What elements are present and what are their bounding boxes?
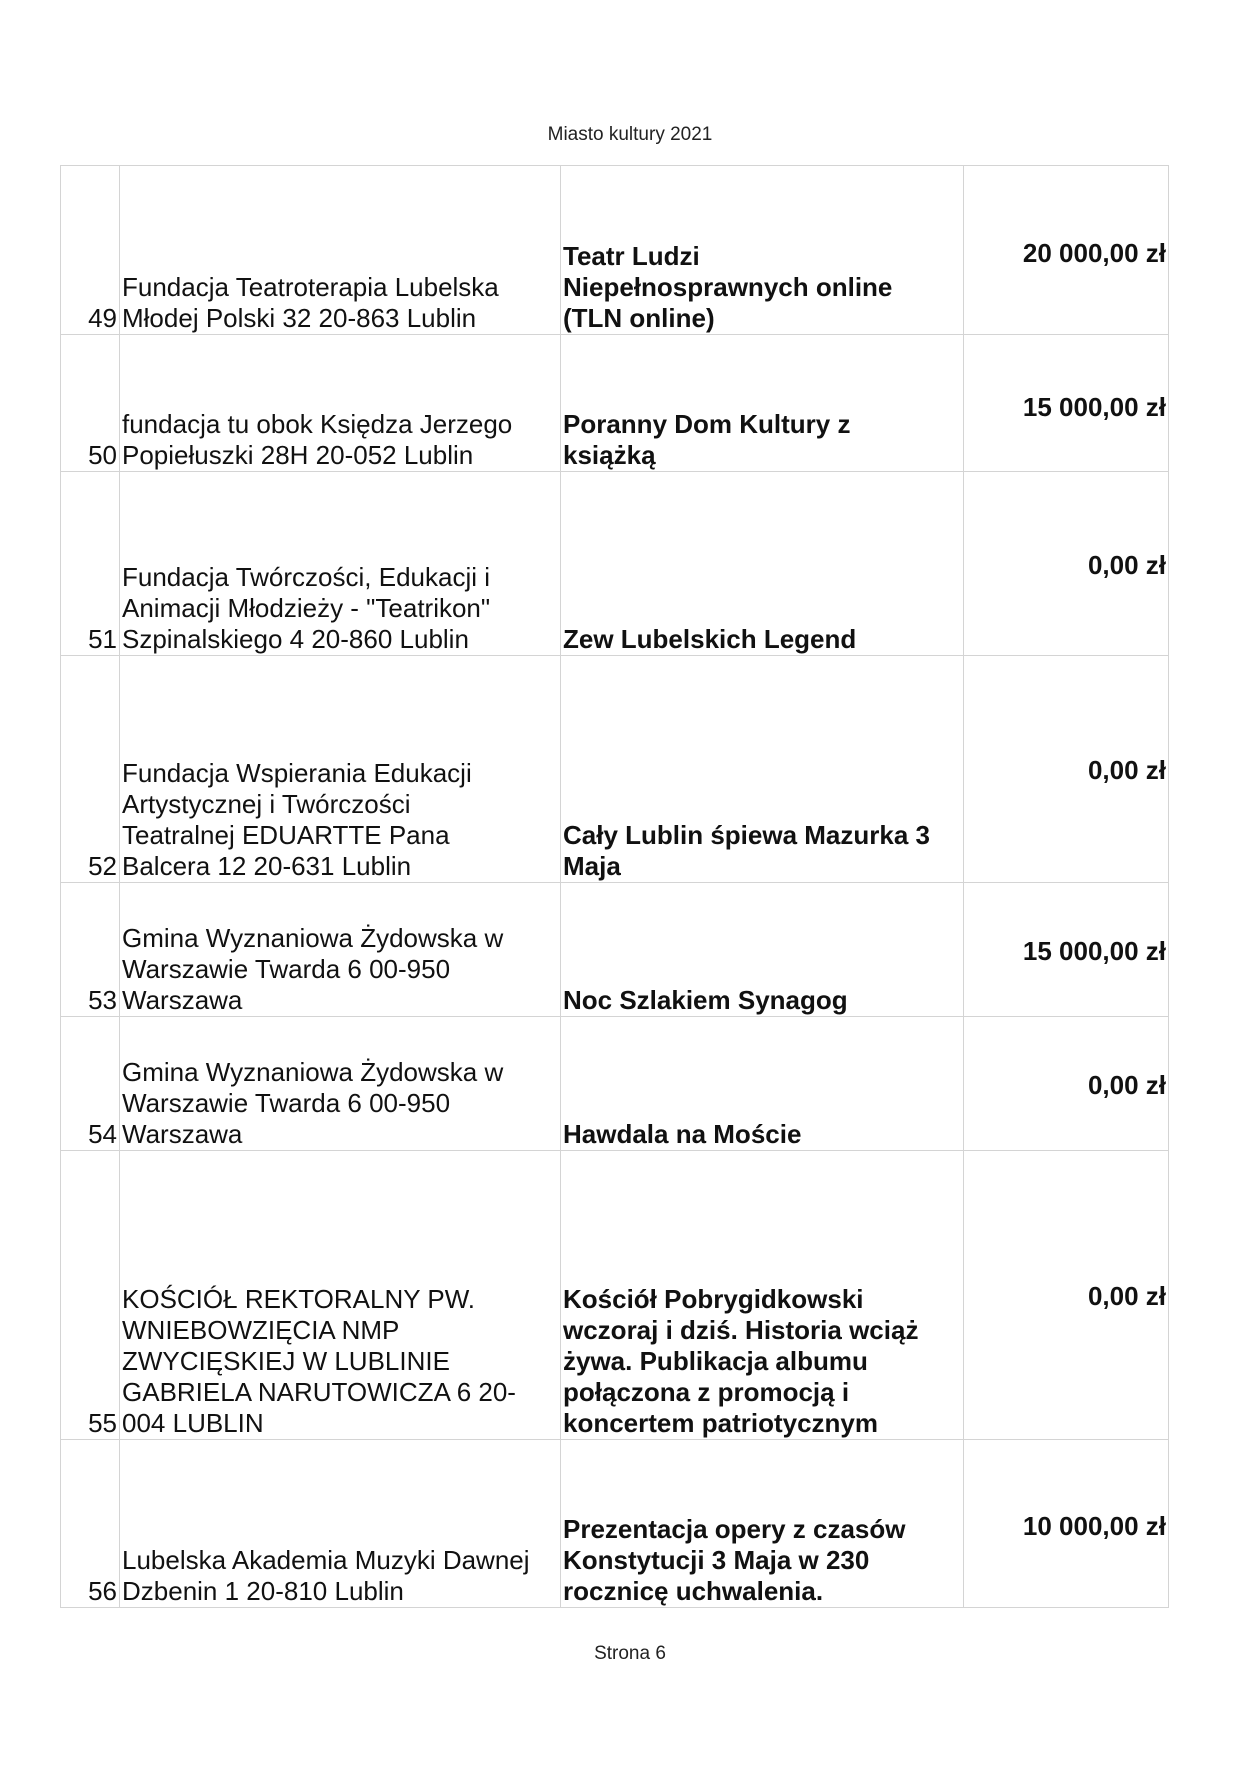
row-number: 49 <box>61 166 120 335</box>
amount-cell: 0,00 zł <box>964 1017 1169 1151</box>
project-cell: Cały Lublin śpiewa Mazurka 3 Maja <box>561 656 964 883</box>
amount-cell: 15 000,00 zł <box>964 883 1169 1017</box>
table-row <box>61 1440 1169 1608</box>
organization-cell: Lubelska Akademia Muzyki Dawnej Dzbenin 1 20-810 Lublin <box>120 1440 561 1608</box>
row-number: 52 <box>61 656 120 883</box>
row-number: 55 <box>61 1151 120 1440</box>
amount-cell: 10 000,00 zł <box>964 1440 1169 1608</box>
amount-cell: 0,00 zł <box>964 472 1169 656</box>
organization-cell: Fundacja Twórczości, Edukacji i Animacji Młodzieży - "Teatrikon" Szpinalskiego 4 20-860 Lublin <box>120 472 561 656</box>
project-cell: Zew Lubelskich Legend <box>561 472 964 656</box>
row-number: 56 <box>61 1440 120 1608</box>
project-cell: Noc Szlakiem Synagog <box>561 883 964 1017</box>
amount-cell: 15 000,00 zł <box>964 335 1169 472</box>
table-row <box>61 166 1169 335</box>
page-header: Miasto kultury 2021 <box>547 124 713 145</box>
row-number: 53 <box>61 883 120 1017</box>
page-footer: Strona 6 <box>594 1643 666 1664</box>
organization-cell: fundacja tu obok Księdza Jerzego Popiełuszki 28H 20-052 Lublin <box>120 335 561 472</box>
organization-cell: Fundacja Teatroterapia Lubelska Młodej Polski 32 20-863 Lublin <box>120 166 561 335</box>
project-cell: Poranny Dom Kultury z książką <box>561 335 964 472</box>
grants-table <box>60 165 1169 1608</box>
row-number: 50 <box>61 335 120 472</box>
table-row <box>61 1017 1169 1151</box>
row-number: 51 <box>61 472 120 656</box>
organization-cell: Fundacja Wspierania Edukacji Artystycznej i Twórczości Teatralnej EDUARTTE Pana Balcera 12 20-631 Lublin <box>120 656 561 883</box>
project-cell: Kościół Pobrygidkowski wczoraj i dziś. Historia wciąż żywa. Publikacja albumu połączona z promocją i koncertem patriotycznym <box>561 1151 964 1440</box>
table-row <box>61 1151 1169 1440</box>
project-cell: Prezentacja opery z czasów Konstytucji 3 Maja w 230 rocznicę uchwalenia. <box>561 1440 964 1608</box>
table-row <box>61 335 1169 472</box>
amount-cell: 0,00 zł <box>964 656 1169 883</box>
row-number: 54 <box>61 1017 120 1151</box>
amount-cell: 0,00 zł <box>964 1151 1169 1440</box>
table-row <box>61 656 1169 883</box>
table-row <box>61 472 1169 656</box>
organization-cell: Gmina Wyznaniowa Żydowska w Warszawie Twarda 6 00-950 Warszawa <box>120 883 561 1017</box>
organization-cell: KOŚCIÓŁ REKTORALNY PW. WNIEBOWZIĘCIA NMP ZWYCIĘSKIEJ W LUBLINIE GABRIELA NARUTOWICZA 6 20- 004 LUBLIN <box>120 1151 561 1440</box>
project-cell: Hawdala na Moście <box>561 1017 964 1151</box>
amount-cell: 20 000,00 zł <box>964 166 1169 335</box>
organization-cell: Gmina Wyznaniowa Żydowska w Warszawie Twarda 6 00-950 Warszawa <box>120 1017 561 1151</box>
project-cell: Teatr Ludzi Niepełnosprawnych online (TLN online) <box>561 166 964 335</box>
table-row <box>61 883 1169 1017</box>
